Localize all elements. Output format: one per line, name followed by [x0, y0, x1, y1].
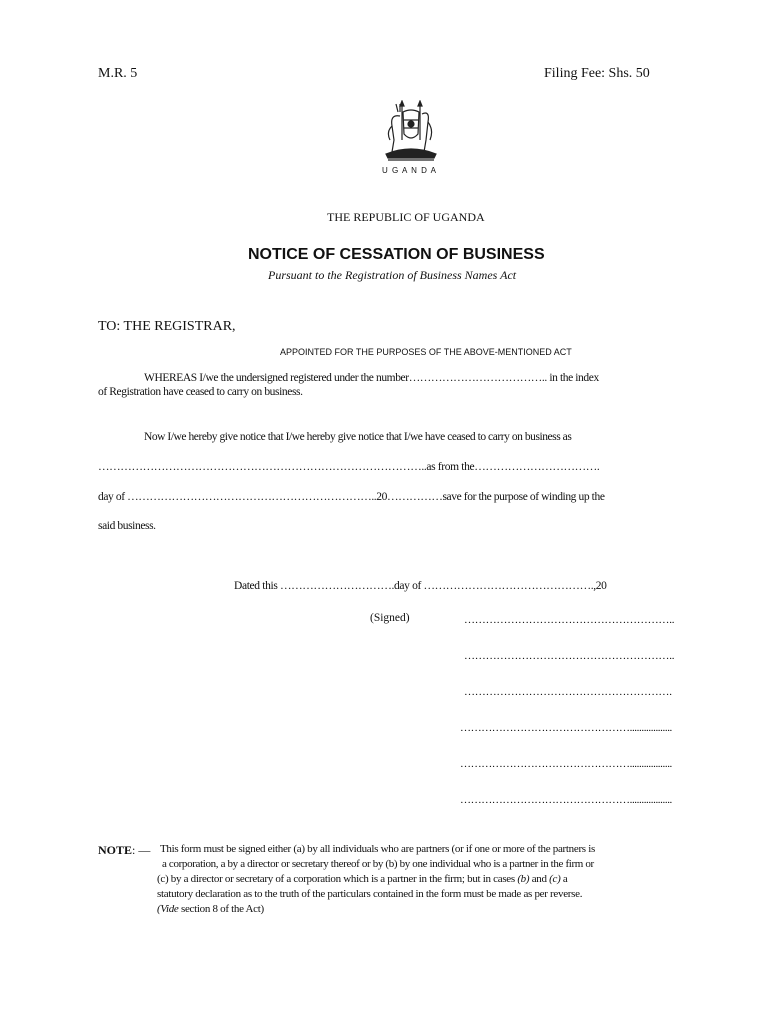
addressee-line: TO: THE REGISTRAR,: [98, 319, 236, 334]
appointed-line: APPOINTED FOR THE PURPOSES OF THE ABOVE-MENTIONED ACT: [280, 347, 572, 357]
page-title: NOTICE OF CESSATION OF BUSINESS: [248, 246, 545, 263]
whereas-line-2: of Registration have ceased to carry on business.: [98, 386, 303, 398]
note-case-b: (b): [517, 873, 530, 885]
note-line-3-text: (c) by a director or secretary of a corporation which is a partner in the firm; but in cases: [157, 873, 518, 885]
note-case-c: (c): [549, 873, 561, 885]
note-label-text: NOTE: [98, 843, 133, 857]
note-section: section 8 of the Act): [178, 903, 264, 915]
form-code: M.R. 5: [98, 66, 138, 81]
republic-heading: THE REPUBLIC OF UGANDA: [327, 210, 485, 224]
dated-line: Dated this ………………………….day of ……………………………………….,20: [234, 580, 607, 592]
note-line-2: a corporation, a by a director or secretary thereof or by (b) by one individual who is a partner in the firm or: [162, 858, 594, 870]
filing-fee: Filing Fee: Shs. 50: [544, 66, 650, 81]
note-line-1: This form must be signed either (a) by all individuals who are partners (or if one or more of the partners is: [160, 843, 595, 855]
coat-of-arms: [378, 100, 444, 166]
note-line-5: [157, 903, 264, 915]
emblem-caption: U G A N D A: [382, 166, 438, 175]
note-line-4: statutory declaration as to the truth of the particulars contained in the form must be made as per reverse.: [157, 888, 583, 900]
signature-line: …………………………………………..................: [460, 722, 672, 734]
signature-line: ………………………………………………….: [464, 686, 672, 698]
page-subtitle: Pursuant to the Registration of Business Names Act: [268, 268, 517, 282]
whereas-line-1: WHEREAS I/we the undersigned registered under the number……………………………….. in the index: [144, 372, 599, 384]
note-vide: (Vide: [157, 903, 179, 915]
said-business-line: said business.: [98, 520, 156, 532]
notice-line: Now I/we hereby give notice that I/we hereby give notice that I/we have ceased to carry on business as: [144, 431, 572, 443]
signed-label: (Signed): [370, 612, 410, 624]
note-a: a: [560, 873, 568, 885]
day-of-line: day of …………………………………………………………..20……………save for the purpose of winding up the: [98, 491, 605, 503]
note-dash: : —: [132, 843, 151, 857]
signature-line: …………………………………………..................: [460, 794, 672, 806]
note-label: [98, 843, 150, 858]
signature-line: …………………………………………………..: [464, 614, 675, 626]
signature-line: …………………………………………..................: [460, 758, 672, 770]
note-line-3: [157, 873, 568, 885]
signature-line: …………………………………………………..: [464, 650, 675, 662]
uganda-coat-of-arms-icon: [378, 100, 444, 166]
note-and: and: [529, 873, 550, 885]
business-as-line: ……………………………………………………………………………..as from the…………………………….: [98, 461, 600, 473]
